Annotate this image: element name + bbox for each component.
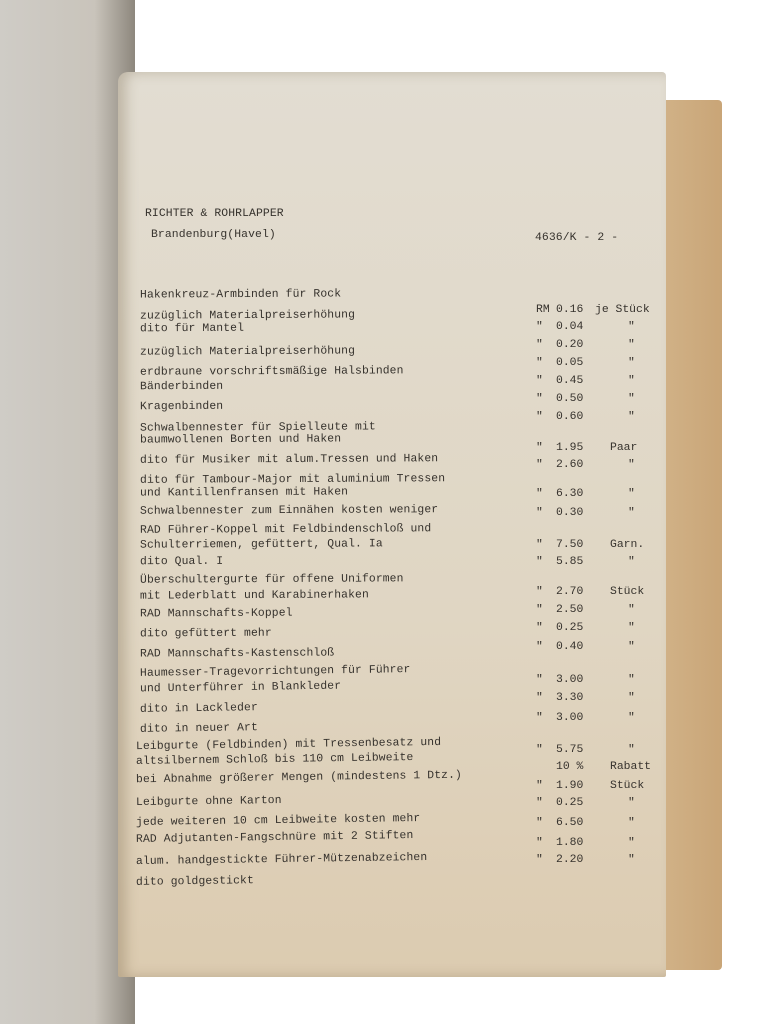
item-text: dito in neuer Art [139,722,258,736]
price-unit: " [628,411,635,423]
price-prefix: " [536,539,543,551]
price-prefix: " [536,459,543,471]
price-prefix: " [536,507,543,519]
price-unit: " [628,641,635,653]
price-prefix: " [536,622,543,634]
price-amount: 6.30 [556,488,584,500]
price-prefix: " [536,586,543,598]
price-prefix: " [536,641,543,653]
price-prefix: " [536,780,543,792]
price-unit: " [628,375,635,387]
price-unit: " [628,622,635,634]
item-text: altsilbernem Schloß bis 110 cm Leibweite [135,752,414,768]
item-text: dito gefüttert mehr [139,627,272,641]
price-unit: " [628,674,635,686]
price-unit: " [628,744,635,756]
price-unit: Stück [610,780,645,792]
price-unit: Paar [610,442,638,454]
item-text: Schulterriemen, gefüttert, Qual. Ia [139,538,383,552]
price-amount: 0.50 [556,393,584,405]
price-amount: 0.60 [556,411,584,423]
price-prefix: " [536,393,543,405]
price-prefix: " [536,837,543,849]
price-amount: 1.95 [556,442,584,454]
price-prefix: " [536,712,543,724]
price-amount: 1.80 [556,837,584,849]
price-unit: " [628,393,635,405]
item-text: dito für Tambour-Major mit aluminium Tressen [139,473,446,487]
item-text: alum. handgestickte Führer-Mützenabzeichen [135,851,428,869]
item-text: jede weiteren 10 cm Leibweite kosten mehr [135,813,421,829]
item-text: Hakenkreuz-Armbinden für Rock [139,288,342,302]
price-prefix: " [536,556,543,568]
page-reference: 4636/K - 2 - [535,232,619,244]
price-prefix: " [536,488,543,500]
price-amount: 1.90 [556,780,584,792]
item-text: RAD Adjutanten-Fangschnüre mit 2 Stiften [135,830,414,846]
price-amount: 0.45 [556,375,584,387]
price-amount: 2.60 [556,459,584,471]
price-unit: " [628,854,635,866]
price-prefix: RM [536,304,550,316]
price-prefix: " [536,744,543,756]
price-amount: 0.25 [556,797,584,809]
company-name: RICHTER & ROHRLAPPER [145,208,284,220]
price-amount: 0.04 [556,321,584,333]
price-unit: " [628,459,635,471]
item-text: Leibgurte ohne Karton [135,794,282,810]
price-amount: 6.50 [556,817,584,829]
price-prefix: " [536,442,543,454]
item-text: und Unterführer in Blankleder [139,680,342,696]
item-text: erdbraune vorschriftsmäßige Halsbinden [139,365,404,379]
price-amount: 0.20 [556,339,584,351]
price-amount: 0.30 [556,507,584,519]
price-unit: je Stück [595,304,650,316]
price-unit: Stück [610,586,645,598]
item-text: Kragenbinden [139,400,224,414]
price-prefix: " [536,321,543,333]
price-amount: 2.20 [556,854,584,866]
item-text: dito für Musiker mit alum.Tressen und Haken [139,453,439,467]
item-text: RAD Mannschafts-Koppel [139,607,293,621]
price-amount: 0.25 [556,622,584,634]
company-city: Brandenburg(Havel) [151,229,276,241]
item-text: dito Qual. I [139,555,224,569]
price-amount: 5.85 [556,556,584,568]
price-prefix: " [536,817,543,829]
price-prefix: " [536,854,543,866]
price-unit: " [628,797,635,809]
price-unit: " [628,837,635,849]
item-text: mit Lederblatt und Karabinerhaken [139,589,369,603]
price-unit: " [628,692,635,704]
price-amount: 10 % [556,761,584,773]
price-unit: " [628,604,635,616]
price-unit: " [628,507,635,519]
price-amount: 0.05 [556,357,584,369]
item-text: baumwollenen Borten und Haken [139,433,342,447]
price-prefix: " [536,375,543,387]
price-prefix: " [536,357,543,369]
item-text: zuzüglich Materialpreiserhöhung [139,309,356,323]
price-amount: 2.50 [556,604,584,616]
price-unit: Rabatt [610,761,652,773]
price-unit: " [628,357,635,369]
price-amount: 2.70 [556,586,584,598]
price-unit: " [628,321,635,333]
price-amount: 0.16 [556,304,584,316]
price-amount: 3.30 [556,692,584,704]
price-unit: " [628,488,635,500]
price-prefix: " [536,604,543,616]
price-unit: " [628,712,635,724]
item-text: Schwalbennester für Spielleute mit [139,421,376,435]
item-text: RAD Mannschafts-Kastenschloß [139,647,335,661]
item-text: dito goldgestickt [135,875,254,889]
price-amount: 0.40 [556,641,584,653]
item-text: Leibgurte (Feldbinden) mit Tressenbesatz und [135,736,442,754]
item-text: Überschultergurte für offene Uniformen [139,573,404,587]
item-text: bei Abnahme größerer Mengen (mindestens 1 Dtz.) [135,769,463,787]
item-text: dito in Lackleder [139,702,258,716]
item-text: Schwalbennester zum Einnähen kosten weniger [139,504,439,518]
price-unit: Garn. [610,539,645,551]
price-amount: 3.00 [556,712,584,724]
item-text: Bänderbinden [139,380,224,394]
price-unit: " [628,556,635,568]
item-text: und Kantillenfransen mit Haken [139,486,349,500]
price-prefix: " [536,339,543,351]
item-text: zuzüglich Materialpreiserhöhung [139,345,356,359]
price-prefix: " [536,411,543,423]
price-amount: 5.75 [556,744,584,756]
item-text: Haumesser-Tragevorrichtungen für Führer [139,664,411,680]
price-unit: " [628,339,635,351]
price-unit: " [628,817,635,829]
price-amount: 7.50 [556,539,584,551]
price-prefix: " [536,797,543,809]
price-prefix: " [536,674,543,686]
price-amount: 3.00 [556,674,584,686]
item-text: dito für Mantel [139,322,245,336]
price-prefix: " [536,692,543,704]
left-book-page [0,0,135,1024]
item-text: RAD Führer-Koppel mit Feldbindenschloß und [139,523,432,537]
